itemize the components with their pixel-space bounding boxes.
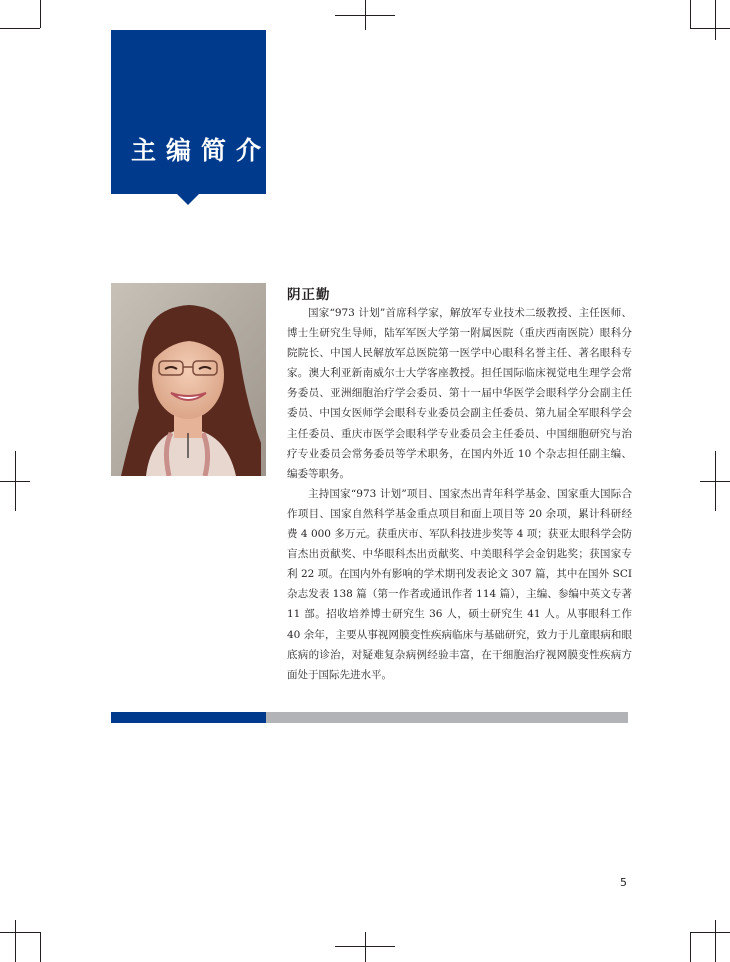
biography-paragraph: 国家“973 计划”首席科学家，解放军专业技术二级教授、主任医师、博士生研究生导师，陆军军医大学第一附属医院（重庆西南医院）眼科分院院长、中国人民解放军总医院第一医学中心眼科名誉主任、著名眼科专家。澳大利亚新南威尔士大学客座教授。担任国际临床视觉电生理学会常务委员、亚洲细胞治疗学会委员、第十一届中华医学会眼科学分会副主任委员、中国女医师学会眼科专业委员会副主任委员、第九届全军眼科学会主任委员、重庆市医学会眼科学专业委员会主任委员、中国细胞研究与治疗专业委员会常务委员等学术职务，在国内外近 10 个杂志担任副主编、编委等职务。 [287,307,632,480]
editor-photo [111,283,266,476]
editor-name: 阴正勤 [287,287,331,303]
editor-biography [287,303,632,685]
biography-paragraph: 主持国家“973 计划”项目、国家杰出青年科学基金、国家重大国际合作项目、国家自然科学基金重点项目和面上项目等 20 余项，累计科研经费 4 000 多万元。获重庆市、军队科技进步奖等 4 项；获亚太眼科学会防盲杰出贡献奖、中华眼科杰出贡献奖、中美眼科学会金钥匙奖；获国家专利 22 项。在国内外有影响的学术期刊发表论文 307 篇，其中在国外 SCI 杂志发表 138 篇（第一作者或通讯作者 114 篇），主编、参编中英文专著 11 部。招收培养博士研究生 36 人，硕士研究生 41 人。从事眼科工作 40 余年，主要从事视网膜变性疾病临床与基础研究，致力于儿童眼病和眼底病的诊治，对疑难复杂病例经验丰富，在干细胞治疗视网膜变性疾病方面处于国际先进水平。 [287,487,632,681]
section-title: 主编简介 [131,136,272,165]
portrait-illustration [111,283,266,476]
page-number: 5 [620,876,627,889]
section-title-block [111,30,272,194]
divider-bar-blue [111,712,266,723]
title-pointer [177,194,199,205]
divider-bar-grey [266,712,628,723]
